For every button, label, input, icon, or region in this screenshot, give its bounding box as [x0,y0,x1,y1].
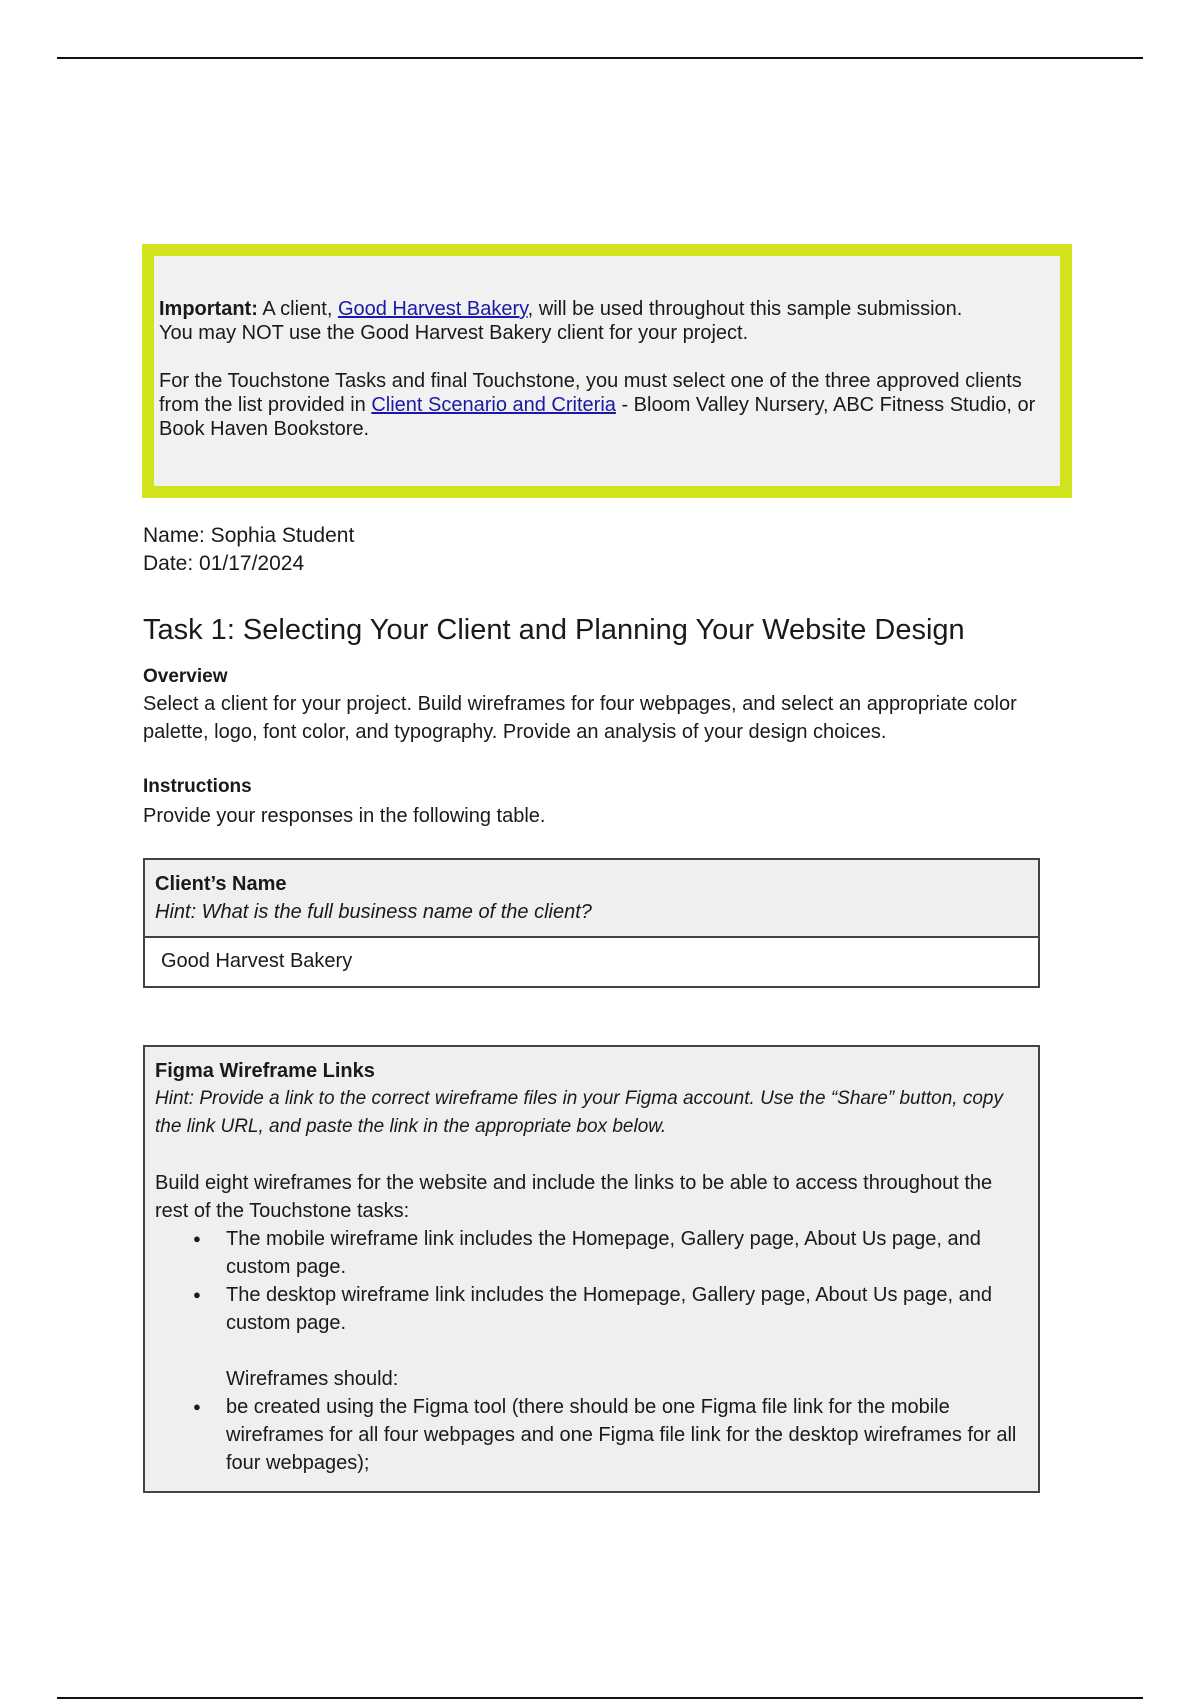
student-name: Name: Sophia Student [143,524,355,547]
instructions-heading: Instructions [143,776,252,797]
header-rule [57,57,1143,59]
instructions-text: Provide your responses in the following table. [143,805,546,827]
wireframes-should-list [155,1393,1028,1477]
footer-rule [57,1697,1143,1699]
task-title: Task 1: Selecting Your Client and Planning Your Website Design [143,614,965,646]
callout-paragraph-2 [159,369,1059,441]
client-scenario-link[interactable]: Client Scenario and Criteria [371,394,616,416]
callout-text: For the Touchstone Tasks and final Touchstone, you must select one of the three approved clients from the list provided in [159,370,1022,416]
submission-date: Date: 01/17/2024 [143,552,305,575]
client-name-header [145,860,1038,936]
good-harvest-bakery-link[interactable]: Good Harvest Bakery [337,298,528,320]
list-item: ● The desktop wireframe link includes the Homepage, Gallery page, About Us page, and custom page. [155,1281,1028,1337]
figma-links-instructions: Build eight wireframes for the website and include the links to be able to access throughout the rest of the Touchstone tasks: [155,1172,993,1222]
client-name-table [143,858,1040,988]
student-meta [143,522,354,578]
list-item: ● The mobile wireframe link includes the Homepage, Gallery page, About Us page, and custom page. [155,1225,1028,1281]
figma-links-hint: Hint: Provide a link to the correct wireframe files in your Figma account. Use the “Share” button, copy the link URL, and paste the link in the appropriate box below. [155,1088,1003,1137]
list-item: ● be created using the Figma tool (there should be one Figma file link for the mobile wireframes for all four webpages and one Figma file link for the desktop wireframes for all four webpages); [155,1393,1028,1477]
client-name-hint: Hint: What is the full business name of the client? [155,901,592,923]
important-callout [142,244,1072,498]
wireframes-should-label: Wireframes should: [226,1368,399,1390]
figma-links-label: Figma Wireframe Links [155,1060,375,1082]
callout-text: , will be used throughout this sample submission. [527,298,963,320]
overview-text: Select a client for your project. Build wireframes for four webpages, and select an appropriate color palette, logo, font color, and typography. Provide an analysis of your design choices. [143,693,1017,743]
figma-links-header [145,1047,1038,1491]
wireframe-link-list [155,1225,1028,1337]
client-name-value: Good Harvest Bakery [145,936,1038,986]
client-name-label: Client’s Name [155,873,287,895]
callout-paragraph-1 [159,297,1060,345]
figma-links-table [143,1045,1040,1493]
important-label: Important: [159,298,258,320]
callout-text: - Bloom Valley Nursery, ABC Fitness Studio, or Book Haven Bookstore. [159,394,1036,440]
overview-heading: Overview [143,666,228,687]
callout-text: You may NOT use the Good Harvest Bakery client for your project. [159,322,749,344]
callout-text: A client, [257,298,338,320]
